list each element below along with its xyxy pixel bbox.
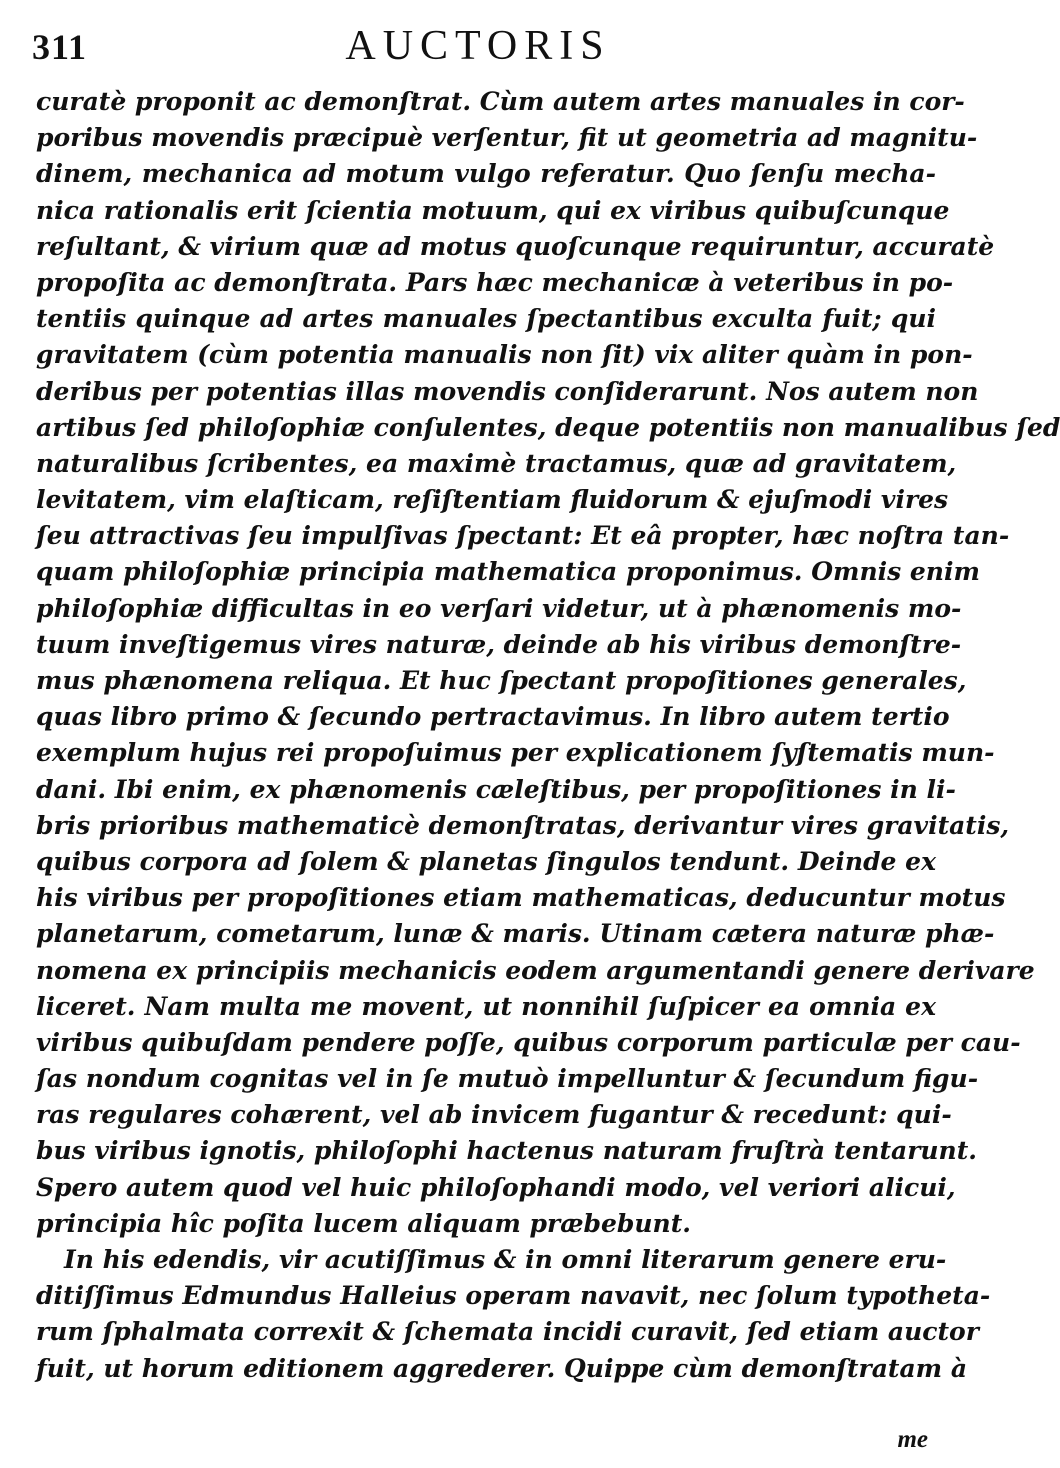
text-line: nica rationalis erit ſcientia motuum, qui ex viribus quibuſcunque: [36, 195, 950, 225]
text-line: bus viribus ignotis, philoſophi hactenus naturam fruſtrà tentarunt.: [36, 1136, 977, 1166]
text-line: planetarum, cometarum, lunæ & maris. Utinam cætera naturæ phæ-: [36, 919, 995, 949]
text-line: viribus quibuſdam pendere poſſe, quibus corporum particulæ per cau-: [36, 1027, 1021, 1057]
text-line: tuum inveſtigemus vires naturæ, deinde ab his viribus demonſtre-: [36, 629, 962, 659]
text-line: rum ſphalmata correxit & ſchemata incidi curavit, ſed etiam auctor: [36, 1317, 979, 1347]
text-line: reſultant, & virium quæ ad motus quoſcunque requiruntur, accuratè: [36, 231, 995, 261]
text-line: fuit, ut horum editionem aggrederer. Quippe cùm demonſtratam à: [36, 1353, 968, 1383]
text-line: ſas nondum cognitas vel in ſe mutuò impelluntur & ſecundum figu-: [36, 1064, 979, 1094]
text-line: deribus per potentias illas movendis conſiderarunt. Nos autem non: [36, 376, 979, 406]
text-line: ditiſſimus Edmundus Halleius operam navavit, nec ſolum typotheta-: [36, 1281, 991, 1311]
text-line: naturalibus ſcribentes, ea maximè tractamus, quæ ad gravitatem,: [36, 448, 957, 478]
text-line: principia hîc poſita lucem aliquam præbebunt.: [36, 1208, 691, 1238]
text-line: philoſophiæ difficultas in eo verſari videtur, ut à phænomenis mo-: [36, 593, 962, 623]
running-head: AUCTORIS: [345, 23, 611, 69]
text-line: gravitatem (cùm potentia manualis non ſit) vix aliter quàm in pon-: [36, 340, 973, 370]
page-header: [28, 18, 928, 68]
text-line: ras regulares cohærent, vel ab invicem fugantur & recedunt: qui-: [36, 1100, 952, 1130]
text-line: quibus corpora ad ſolem & planetas ſingulos tendunt. Deinde ex: [36, 846, 936, 876]
text-line: In his edendis, vir acutiſſimus & in omni literarum genere eru-: [64, 1245, 947, 1274]
text-line: exemplum hujus rei propoſuimus per explicationem ſyſtematis mun-: [36, 738, 995, 768]
text-line: mus phænomena reliqua. Et huc ſpectant propoſitiones generales,: [36, 666, 967, 695]
text-line: quam philoſophiæ principia mathematica proponimus. Omnis enim: [36, 557, 980, 587]
text-line: nomena ex principiis mechanicis eodem argumentandi genere derivare: [36, 955, 1035, 985]
text-line: levitatem, vim elaſticam, reſiſtentiam fluidorum & ejuſmodi vires: [36, 485, 949, 515]
text-line: liceret. Nam multa me movent, ut nonnihil ſuſpicer ea omnia ex: [36, 991, 936, 1021]
text-line: quas libro primo & ſecundo pertractavimus. In libro autem tertio: [36, 702, 950, 732]
text-line: his viribus per propoſitiones etiam mathematicas, deducuntur motus: [36, 883, 1006, 913]
text-line: ſeu attractivas ſeu impulſivas ſpectant: Et eâ propter, hæc noſtra tan-: [36, 521, 1010, 551]
page-number: 311: [32, 27, 88, 67]
catchword: me: [897, 1426, 928, 1453]
body-text: [36, 84, 1060, 1387]
text-line: artibus ſed philoſophiæ conſulentes, deque potentiis non manualibus ſed: [36, 412, 1060, 442]
text-line: curatè proponit ac demonſtrat. Cùm autem artes manuales in cor-: [36, 87, 965, 116]
text-line: tentiis quinque ad artes manuales ſpectantibus exculta fuit; qui: [36, 304, 936, 334]
text-line: propoſita ac demonſtrata. Pars hæc mechanicæ à veteribus in po-: [36, 267, 954, 297]
text-line: poribus movendis præcipuè verſentur, fit ut geometria ad magnitu-: [36, 123, 978, 153]
text-line: Spero autem quod vel huic philoſophandi modo, vel veriori alicui,: [36, 1172, 956, 1202]
text-line: dinem, mechanica ad motum vulgo referatur. Quo ſenſu mecha-: [36, 159, 936, 189]
text-line: bris prioribus mathematicè demonſtratas, derivantur vires gravitatis,: [36, 810, 1010, 840]
text-line: dani. Ibi enim, ex phænomenis cæleſtibus, per propoſitiones in li-: [36, 774, 956, 804]
